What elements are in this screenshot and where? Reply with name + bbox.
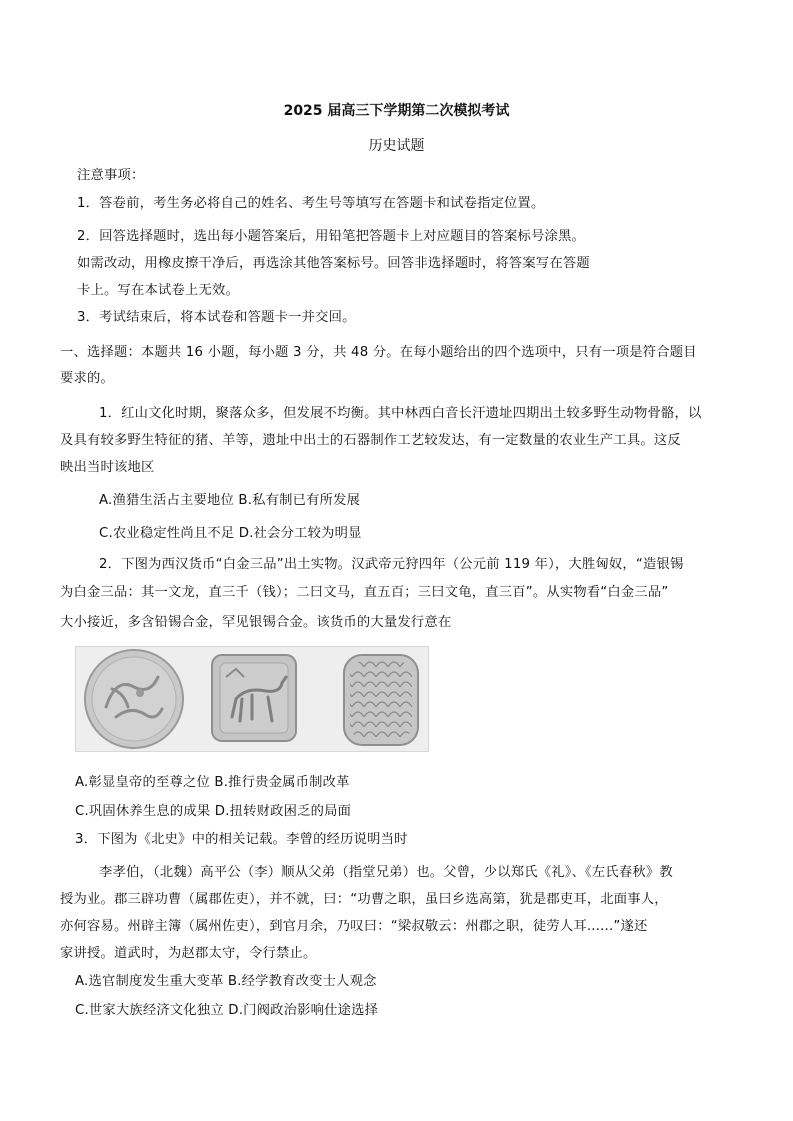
section-intro-line-2: 要求的。	[60, 371, 114, 386]
q1-stem-line-2: 及具有较多野生特征的猪、羊等，遗址中出土的石器制作工艺较发达，有一定数量的农业生产工具。这反	[60, 433, 681, 448]
q3-options-ab: A.选官制度发生重大变革 B.经学教育改变士人观念	[75, 974, 377, 989]
q1-stem-line-1: 1．红山文化时期，聚落众多，但发展不均衡。其中林西白音长汗遗址四期出土较多野生动物骨骼，以	[99, 406, 702, 421]
q2-stem-line-1: 2．下图为西汉货币“白金三品”出土实物。汉武帝元狩四年（公元前 119 年），大胜匈奴，“造银锡	[99, 557, 684, 572]
q2-stem-line-2: 为白金三品：其一文龙，直三千（钱）；二曰文马，直五百；三曰文龟，直三百”。从实物看“白金三品”	[60, 585, 669, 600]
q3-quote-line-2: 授为业。郡三辟功曹（属郡佐吏），并不就，曰：“功曹之职，虽曰乡选高第，犹是郡吏耳，北面事人，	[60, 892, 668, 907]
notice-item-2-line-2: 如需改动，用橡皮擦干净后，再选涂其他答案标号。回答非选择题时，将答案写在答题	[77, 256, 590, 271]
exam-title: 2025 届高三下学期第二次模拟考试	[283, 103, 510, 119]
turtle-coin-image	[344, 655, 418, 745]
notice-heading: 注意事项：	[77, 168, 145, 183]
q1-stem-line-3: 映出当时该地区	[60, 460, 155, 475]
notice-item-3: 3．考试结束后，将本试卷和答题卡一并交回。	[77, 310, 356, 325]
notice-item-1: 1．答卷前，考生务必将自己的姓名、考生号等填写在答题卡和试卷指定位置。	[77, 196, 545, 211]
notice-item-2-line-3: 卡上。写在本试卷上无效。	[77, 283, 239, 298]
dragon-coin-image	[85, 650, 183, 748]
q2-options-ab: A.彰显皇帝的至尊之位 B.推行贵金属币制改革	[75, 775, 350, 790]
q2-stem-line-3: 大小接近，多含铅锡合金，罕见银锡合金。该货币的大量发行意在	[60, 615, 452, 630]
q3-stem: 3．下图为《北史》中的相关记载。李曾的经历说明当时	[75, 832, 408, 847]
q1-options-ab: A.渔猎生活占主要地位 B.私有制已有所发展	[99, 493, 361, 508]
horse-coin-image	[212, 655, 296, 741]
notice-item-2-line-1: 2．回答选择题时，选出每小题答案后，用铅笔把答题卡上对应题目的答案标号涂黑。	[77, 229, 586, 244]
q3-quote-line-1: 李孝伯，（北魏）高平公（李）顺从父弟（指堂兄弟）也。父曾，少以郑氏《礼》、《左氏春秋》教	[99, 865, 673, 880]
q3-options-cd: C.世家大族经济文化独立 D.门阀政治影响仕途选择	[75, 1003, 379, 1018]
q1-options-cd: C.农业稳定性尚且不足 D.社会分工较为明显	[99, 526, 362, 541]
q3-quote-line-4: 家讲授。道武时，为赵郡太守，令行禁止。	[60, 946, 317, 961]
q2-options-cd: C.巩固休养生息的成果 D.扭转财政困乏的局面	[75, 804, 352, 819]
section-intro-line-1: 一、选择题：本题共 16 小题，每小题 3 分，共 48 分。在每小题给出的四个选项中，只有一项是符合题目	[60, 345, 697, 360]
coin-photo	[75, 646, 429, 752]
subject-title: 历史试题	[368, 138, 425, 154]
q3-quote-line-3: 亦何容易。州辟主簿（属州佐吏），到官月余，乃叹曰：“梁叔敬云：州郡之职，徒劳人耳......”遂还	[60, 919, 648, 934]
